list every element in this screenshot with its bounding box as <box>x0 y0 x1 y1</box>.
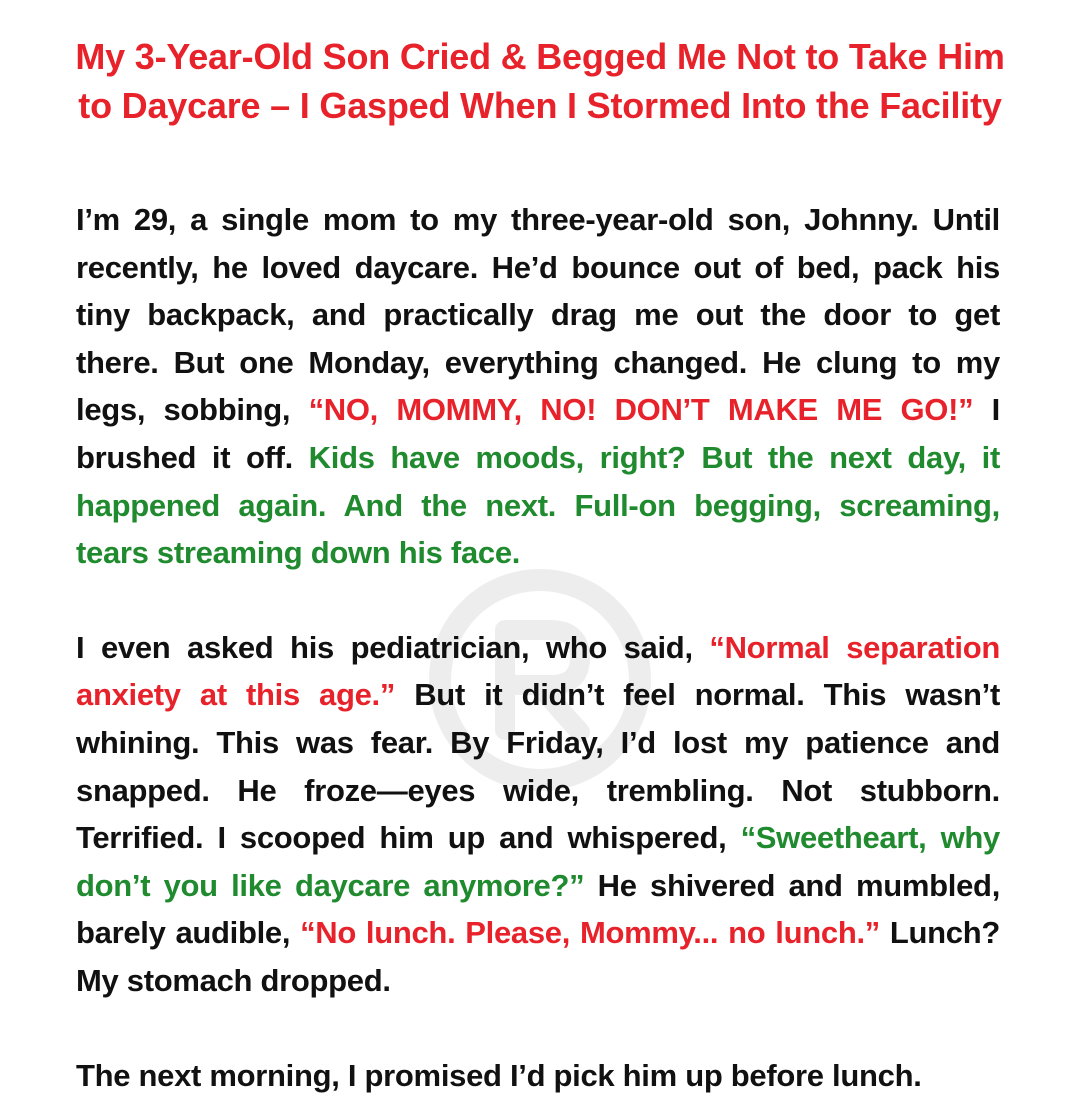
paragraph-1 <box>76 196 1000 577</box>
quote-pediatrician: “Normal separation anxiety at this age.” <box>76 629 1000 713</box>
quote-no-lunch: “No lunch. Please, Mommy... no lunch.” <box>300 915 880 951</box>
quote-sweetheart: “Sweetheart, why don’t you like daycare anymore?” <box>76 820 1000 903</box>
paragraph-1-text-2: I brushed it off. <box>76 392 1000 475</box>
paragraph-2-text-2: But it didn’t feel normal. This wasn’t whining. This was fear. By Friday, I’d lost my patience and snapped. He froze—eyes wide, trembling. Not stubborn. Terrified. I scooped him up and whispered, <box>76 677 1000 856</box>
paragraph-2-text-3: He shivered and mumbled, barely audible, <box>76 867 1001 951</box>
paragraph-3-text-1: The next morning, I promised I’d pick him up before lunch. <box>76 1057 922 1093</box>
paragraph-2-text-1: I even asked his pediatrician, who said, <box>76 629 710 665</box>
paragraph-3 <box>76 1052 1000 1100</box>
paragraph-2 <box>76 624 1000 1005</box>
paragraph-1-text-1: I’m 29, a single mom to my three-year-old son, Johnny. Until recently, he loved daycare. He’d bounce out of bed, pack his tiny backpack, and practically drag me out the door to get there. But one Monday, everything changed. He clung to my legs, sobbing, <box>76 202 1000 428</box>
story-body <box>76 196 1000 1099</box>
quote-dont-make-me-go: “NO, MOMMY, NO! DON’T MAKE ME GO!” <box>308 392 974 428</box>
highlight-kids-have-moods: Kids have moods, right? But the next day, it happened again. And the next. Full-on begging, screaming, tears streaming down his face. <box>76 439 1001 571</box>
paragraph-2-text-4: Lunch? My stomach dropped. <box>76 915 1000 998</box>
story-title: My 3-Year-Old Son Cried & Begged Me Not to Take Him to Daycare – I Gasped When I Stormed Into the Facility <box>75 36 1005 126</box>
